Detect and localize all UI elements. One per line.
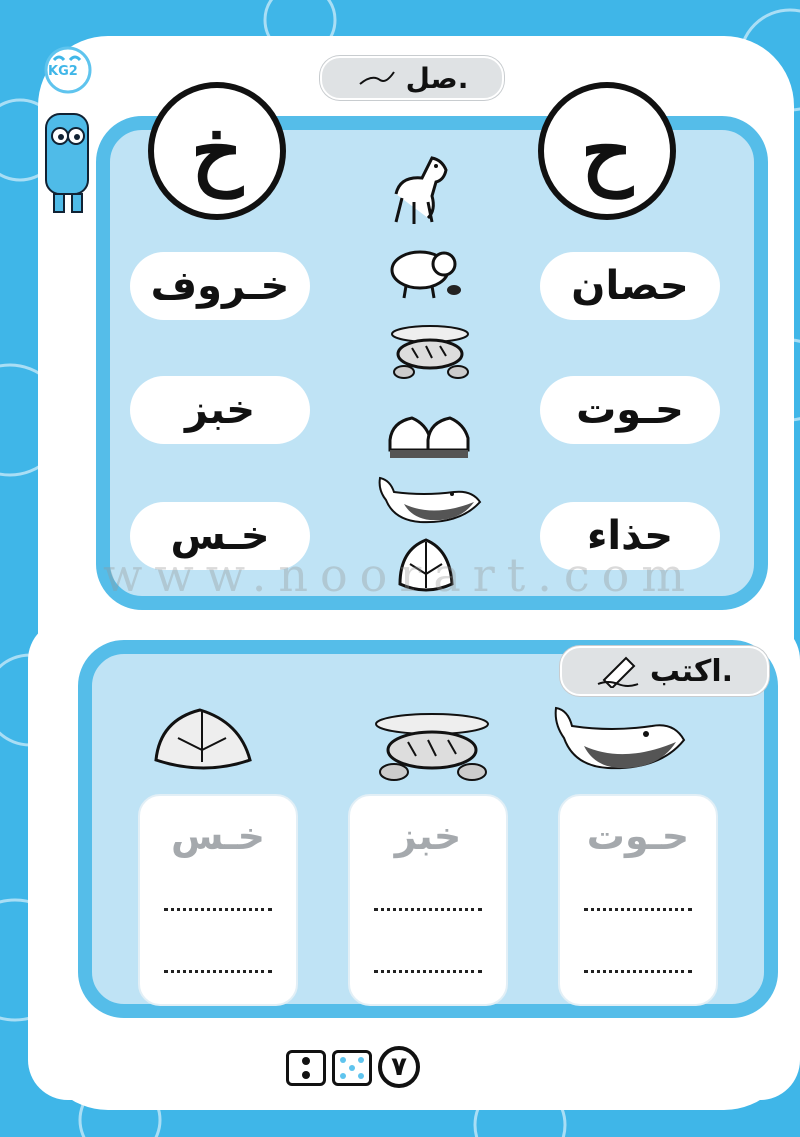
page-number: ٧ bbox=[378, 1046, 420, 1088]
whale-picture bbox=[548, 700, 688, 780]
word-khas[interactable]: خـس bbox=[130, 502, 310, 570]
write-card-khubz bbox=[348, 794, 508, 1006]
write-line[interactable] bbox=[164, 970, 272, 973]
lettuce-picture bbox=[148, 704, 258, 774]
letter-kha-circle: خ bbox=[148, 82, 286, 220]
two-dots-icon bbox=[289, 1053, 323, 1083]
word-hisan[interactable]: حصان bbox=[540, 252, 720, 320]
line-draw-icon bbox=[356, 68, 396, 88]
connect-instruction bbox=[320, 56, 504, 100]
word-khubz[interactable]: خبز bbox=[130, 376, 310, 444]
trace-word-khubz: خبز bbox=[394, 814, 462, 858]
pencil-icon bbox=[596, 654, 640, 688]
write-line[interactable] bbox=[584, 970, 692, 973]
shoes-icon[interactable] bbox=[384, 400, 474, 464]
word-hitha[interactable]: حذاء bbox=[540, 502, 720, 570]
write-instruction bbox=[560, 646, 769, 696]
letter-ha-circle: ح bbox=[538, 82, 676, 220]
write-instruction-text: اكتب. bbox=[649, 653, 734, 689]
dice-icon bbox=[335, 1053, 369, 1083]
watermark: www.noorart.com bbox=[103, 548, 697, 602]
trace-word-khas: خـس bbox=[170, 814, 266, 858]
word-kharuf[interactable]: خـروف bbox=[130, 252, 310, 320]
dots-box bbox=[286, 1050, 326, 1086]
write-card-hut bbox=[558, 794, 718, 1006]
sheep-icon[interactable] bbox=[384, 240, 464, 304]
bread-picture bbox=[368, 706, 498, 786]
write-line[interactable] bbox=[374, 970, 482, 973]
mascot-badge: KG2 bbox=[48, 64, 78, 79]
write-card-khas bbox=[138, 794, 298, 1006]
horse-icon[interactable] bbox=[384, 150, 454, 230]
write-line[interactable] bbox=[164, 908, 272, 911]
trace-word-hut: حـوت bbox=[586, 814, 690, 858]
dice-box bbox=[332, 1050, 372, 1086]
whale-icon[interactable] bbox=[374, 470, 484, 530]
write-line[interactable] bbox=[374, 908, 482, 911]
word-hut[interactable]: حـوت bbox=[540, 376, 720, 444]
bread-icon[interactable] bbox=[386, 316, 476, 382]
write-line[interactable] bbox=[584, 908, 692, 911]
connect-instruction-text: صل. bbox=[405, 61, 469, 95]
